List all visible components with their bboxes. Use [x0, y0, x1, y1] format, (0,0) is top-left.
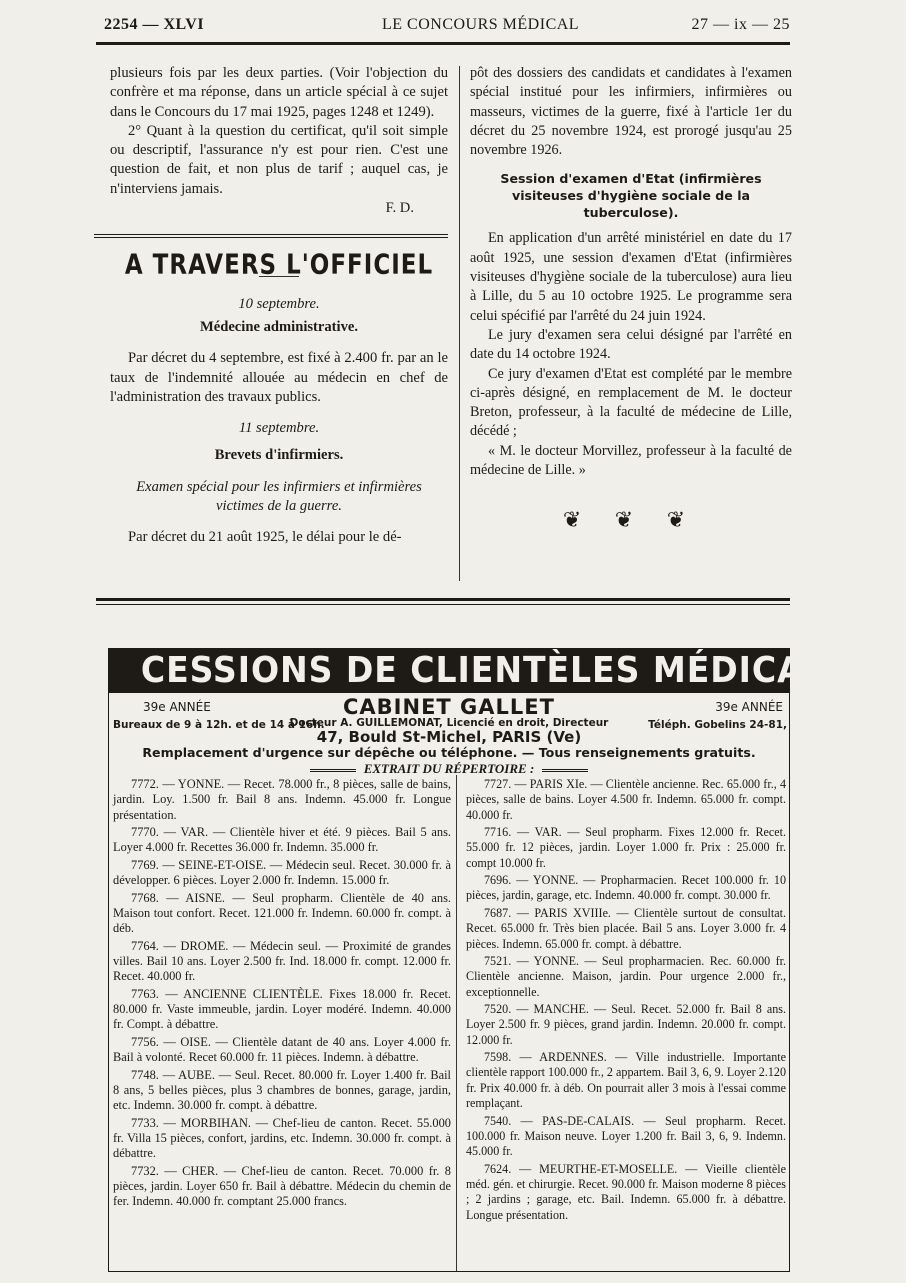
paragraph: plusieurs fois par les deux parties. (Voir l'objection du confrère et ma réponse, dans un article spécial à ce sujet dans le Concours du 17 mai 1925, pages 1248 et 1249).	[110, 65, 448, 120]
listing-entry: 7769. — SEINE-ET-OISE. — Médecin seul. Recet. 30.000 fr. à développer. 6 pièces. Loyer 2.000 fr. Indemn. 15.000 fr.	[113, 857, 451, 888]
listing-entry: 7748. — AUBE. — Seul. Recet. 80.000 fr. Loyer 1.400 fr. Bail 8 ans, 5 belles pièces, plus 3 chambres de bonnes, garage, jardin, etc. Indemn. 30.000 fr. compt. à débattre.	[113, 1067, 451, 1113]
cabinet-name: CABINET GALLET	[343, 695, 555, 719]
listing-entry: 7756. — OISE. — Clientèle datant de 40 ans. Loyer 4.000 fr. Bail à volonté. Recet 60.000 fr. 11 pièces. Indemn. à débattre.	[113, 1034, 451, 1065]
listing-entry: 7763. — ANCIENNE CLIENTÈLE. Fixes 18.000 fr. Recet. 80.000 fr. Vaste immeuble, jardin. Loyer modéré. Indemn. 40.000 fr. Compt. à débattre.	[113, 986, 451, 1032]
listing-entry: 7772. — YONNE. — Recet. 78.000 fr., 8 pièces, salle de bains, jardin. Loy. 1.500 fr. Bail 8 ans. Indemn. 45.000 fr. Longue présentation.	[113, 777, 451, 822]
extract-heading	[109, 761, 789, 777]
paragraph: Par décret du 21 août 1925, le délai pour le dé-	[128, 529, 402, 546]
article-end-rule	[96, 598, 790, 601]
listing-entry: 7768. — AISNE. — Seul propharm. Clientèle de 40 ans. Maison tout confort. Recet. 121.000 fr. Indemn. 60.000 fr. compt. à déb.	[113, 890, 451, 936]
paragraph: Par décret du 4 septembre, est fixé à 2.400 fr. par an le taux de l'indemnité allouée au médecin en chef de l'administration des travaux publics.	[110, 350, 448, 405]
article-end-rule	[96, 604, 790, 605]
listing-entry: 7764. — DROME. — Médecin seul. — Proximité de grandes villes. Bail 10 ans. Loyer 2.500 fr. Ind. 18.000 fr. compt. 12.000 fr. Recet. 40.000 fr.	[113, 938, 451, 984]
paragraph: En application d'un arrêté ministériel en date du 17 août 1925, une session d'examen d'Etat (infirmières visiteuses d'hygiène sociale de la tuberculose) aura lieu à Lille, du 5 au 10 octobre 1925. Le programme sera celui spécifié par l'arrêté du 24 juin 1924.	[470, 230, 792, 324]
listing-entry: 7687. — PARIS XVIIIe. — Clientèle surtout de consultat. Recet. 65.000 fr. Très bien placée. Bail 5 ans. Loyer 3.000 fr. 4 pièces. Indemn. 65.000 fr. compt. à débattre.	[466, 905, 786, 951]
column-separator	[459, 66, 460, 581]
listing-entry: 7727. — PARIS XIe. — Clientèle ancienne. Rec. 65.000 fr., 4 pièces, salle de bains. Loyer 4.500 fr. Indemn. 65.000 fr. compt. 40.000 fr.	[466, 777, 786, 822]
paragraph: 2° Quant à la question du certificat, qu'il soit simple ou descriptif, l'assurance n'y est pour rien. C'est une question de fait, et non plus de tarif ; auquel cas, je n'interviens jamais.	[110, 122, 448, 197]
paragraph: « M. le docteur Morvillez, professeur à la faculté de médecine de Lille. »	[470, 442, 792, 479]
listing-right	[466, 777, 786, 1225]
journal-title: LE CONCOURS MÉDICAL	[382, 16, 580, 33]
ad-banner-text: CESSIONS DE CLIENTÈLES MÉDICALES	[140, 650, 875, 691]
listing-entry: 7520. — MANCHE. — Seul. Recet. 52.000 fr. Bail 8 ans. Loyer 2.500 fr. 9 pièces, grand jardin. Indemn. 20.000 fr. compt. 12.000 fr.	[466, 1002, 786, 1047]
left-column	[110, 64, 448, 548]
subheading: Examen spécial pour les infirmiers et infirmières victimes de la guerre.	[136, 478, 422, 515]
section-title: Session d'examen d'Etat (infirmières visiteuses d'hygiène sociale de la tuberculose).	[500, 171, 762, 221]
listing-entry: 7716. — VAR. — Seul propharm. Fixes 12.000 fr. Recet. 55.000 fr. 12 pièces, jardin. Loyer 1.000 fr. Prix : 25.000 fr. compt 10.000 fr.	[466, 825, 786, 870]
listing-entry: 7696. — YONNE. — Propharmacien. Recet 100.000 fr. 10 pièces, jardin, garage, etc. Indemn. 40.000 fr. compt. 30.000 fr.	[466, 873, 786, 903]
paragraph: pôt des dossiers des candidats et candidates à l'examen spécial institué pour les infirmiers, infirmières ou masseurs, victimes de la guerre, fixé à l'article 1er du décret du 25 novembre 1924, est prorogé jusqu'au 25 novembre 1926.	[470, 65, 792, 159]
section-title: A TRAVERS L'OFFICIEL	[124, 249, 434, 281]
right-column	[470, 64, 792, 533]
ad-column-divider	[456, 775, 457, 1271]
ad-header	[109, 695, 789, 747]
classified-ad-box	[108, 648, 875, 1272]
address: 47, Bould St-Michel, PARIS (Ve)	[316, 728, 582, 746]
running-header	[100, 16, 790, 40]
listing-entry: 7770. — VAR. — Clientèle hiver et été. 9 pièces. Bail 5 ans. Loyer 4.000 fr. Recettes 36.000 fr. Indemn. 35.000 fr.	[113, 825, 451, 855]
section-rule	[94, 234, 448, 238]
signature: F. D.	[385, 200, 414, 217]
header-rule	[96, 42, 790, 45]
date-heading: 10 septembre.	[238, 295, 320, 312]
page-number: 2254 — XLVI	[104, 16, 205, 33]
paragraph: Le jury d'examen sera celui désigné par l'arrêté en date du 14 octobre 1924.	[470, 326, 792, 363]
ornament-icon: ❦ ❦ ❦	[562, 507, 700, 533]
director: Docteur A. GUILLEMONAT, Licencié en droit, Directeur	[289, 717, 609, 729]
listing-left	[113, 777, 451, 1212]
year-label: 39e ANNÉE	[715, 700, 783, 714]
year-label: 39e ANNÉE	[143, 700, 211, 714]
paragraph: Ce jury d'examen d'Etat est complété par le membre ci-après désigné, en remplacement de M. le docteur Breton, professeur, à la faculté de médecine de Lille, décédé ;	[470, 365, 792, 440]
ad-banner	[109, 649, 875, 693]
listing-entry: 7540. — PAS-DE-CALAIS. — Seul propharm. Recet. 100.000 fr. Maison neuve. Loyer 1.200 fr. Bail 3, 6, 9. Indemn. 45.000 fr.	[466, 1113, 786, 1159]
listing-entry: 7732. — CHER. — Chef-lieu de canton. Recet. 70.000 fr. 8 pièces, jardin. Loyer 650 fr. Bail à débattre. Médecin du chemin de fer. Indemn. 40.000 fr. comptant 25.000 francs.	[113, 1163, 451, 1209]
telephone: Téléph. Gobelins 24-81,	[648, 719, 787, 731]
listing-entry: 7733. — MORBIHAN. — Chef-lieu de canton. Recet. 55.000 fr. Villa 15 pièces, confort, jardins, etc. Indemn. 30.000 fr. compt. à débattre.	[113, 1115, 451, 1161]
date-heading: 11 septembre.	[238, 420, 320, 437]
urgent-notice: Remplacement d'urgence sur dépêche ou téléphone. — Tous renseignements gratuits.	[142, 745, 756, 760]
listing-entry: 7598. — ARDENNES. — Ville industrielle. Importante clientèle rapport 100.000 fr., 2 appartem. Bail 3, 6, 9. Loyer 2.120 fr. Prix 40.000 fr. à déb. On pourrait aller 3 mois à l'essai comme remplaçant.	[466, 1050, 786, 1111]
listing-entry: 7521. — YONNE. — Seul propharmacien. Rec. 60.000 fr. Clientèle ancienne. Maison, jardin. Pour urgence 2.000 fr., exceptionnelle.	[466, 954, 786, 999]
office-hours: Bureaux de 9 à 12h. et de 14 à 16h.	[113, 719, 325, 731]
issue-date: 27 — ix — 25	[691, 16, 790, 33]
subheading: Brevets d'infirmiers.	[214, 447, 344, 464]
subheading: Médecine administrative.	[199, 318, 359, 335]
extract-heading-text: EXTRAIT DU RÉPERTOIRE :	[363, 761, 535, 776]
listing-entry: 7624. — MEURTHE-ET-MOSELLE. — Vieille clientèle méd. gén. et chirurgie. Recet. 90.000 fr. Maison moderne 8 pièces ; 2 jardins ; garage, etc. Bail. Indemn. 65.000 fr. à débattre. Longue présentation.	[466, 1161, 786, 1222]
